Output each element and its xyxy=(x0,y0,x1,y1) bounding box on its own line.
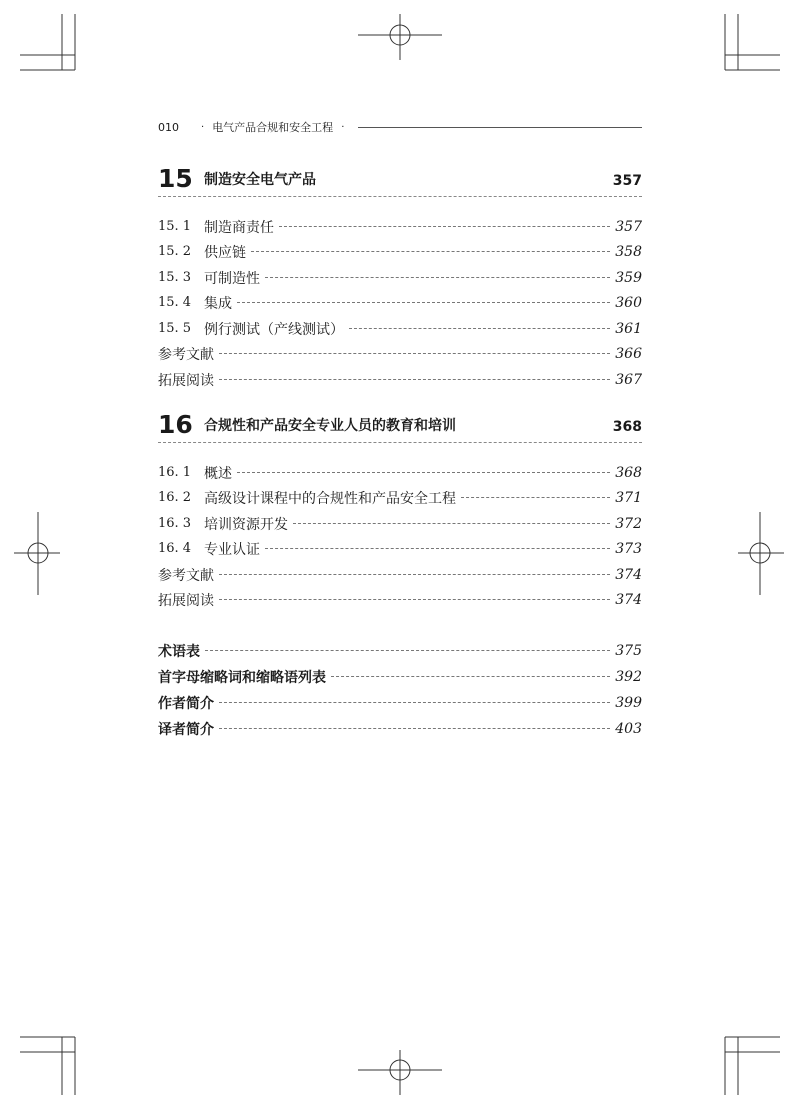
header-bullet: · xyxy=(201,121,205,133)
section-page: 374 xyxy=(615,566,642,583)
section-page: 367 xyxy=(615,371,642,388)
toc-entry[interactable] xyxy=(158,214,642,239)
chapter-number: 16 xyxy=(158,410,193,439)
section-number: 15. 3 xyxy=(158,270,192,285)
section-page: 358 xyxy=(615,243,642,260)
chapter-page: 357 xyxy=(612,173,642,189)
section-page: 368 xyxy=(615,464,642,481)
toc-entry[interactable] xyxy=(158,562,642,587)
section-number: 16. 3 xyxy=(158,516,192,531)
dot-leader xyxy=(219,379,610,380)
back-matter-title: 术语表 xyxy=(158,643,200,660)
toc-entry[interactable] xyxy=(158,290,642,315)
section-page: 372 xyxy=(615,515,642,532)
section-page: 371 xyxy=(615,489,642,506)
toc-entry[interactable] xyxy=(158,265,642,290)
section-number: 15. 2 xyxy=(158,244,192,259)
header-page-number: 010 xyxy=(158,120,179,134)
back-matter-page: 392 xyxy=(615,668,642,685)
registration-mark-top xyxy=(358,14,442,60)
back-matter-title: 译者简介 xyxy=(158,721,214,738)
dot-leader xyxy=(205,650,610,651)
header-book-title: 电气产品合规和安全工程 xyxy=(212,121,334,134)
dot-leader xyxy=(219,702,610,703)
toc-entry[interactable] xyxy=(158,460,642,485)
chapter-number: 15 xyxy=(158,164,193,193)
toc-entry[interactable] xyxy=(158,239,642,264)
toc-entry[interactable] xyxy=(158,485,642,510)
section-title: 专业认证 xyxy=(204,541,260,558)
back-matter-page: 375 xyxy=(615,642,642,659)
section-title: 供应链 xyxy=(204,244,246,261)
dot-leader xyxy=(219,574,610,575)
header-rule xyxy=(358,127,642,128)
chapter-heading[interactable] xyxy=(158,162,642,197)
registration-mark-bottom xyxy=(358,1050,442,1095)
toc-entry[interactable] xyxy=(158,367,642,392)
section-title: 高级设计课程中的合规性和产品安全工程 xyxy=(204,490,456,507)
dot-leader xyxy=(265,277,610,278)
section-page: 357 xyxy=(615,218,642,235)
section-number: 16. 2 xyxy=(158,490,192,505)
back-matter-page: 399 xyxy=(615,694,642,711)
section-title: 集成 xyxy=(204,295,232,312)
section-title: 参考文献 xyxy=(158,567,214,584)
registration-mark-right xyxy=(738,512,784,595)
back-matter-title: 首字母缩略词和缩略语列表 xyxy=(158,669,326,686)
chapter-heading[interactable] xyxy=(158,408,642,443)
section-title: 拓展阅读 xyxy=(158,372,214,389)
back-matter-entry[interactable] xyxy=(158,664,642,689)
section-page: 361 xyxy=(615,320,642,337)
dot-leader xyxy=(219,599,610,600)
section-number: 15. 4 xyxy=(158,295,192,310)
chapter-title: 制造安全电气产品 xyxy=(204,172,316,188)
section-number: 16. 4 xyxy=(158,541,192,556)
section-page: 360 xyxy=(615,294,642,311)
toc-entry[interactable] xyxy=(158,587,642,612)
back-matter-page: 403 xyxy=(615,720,642,737)
section-title: 参考文献 xyxy=(158,346,214,363)
registration-mark-left xyxy=(14,512,60,595)
section-title: 可制造性 xyxy=(204,270,260,287)
section-title: 制造商责任 xyxy=(204,219,274,236)
dot-leader xyxy=(349,328,610,329)
chapter-page: 368 xyxy=(612,419,642,435)
section-title: 概述 xyxy=(204,465,232,482)
dot-leader xyxy=(237,302,610,303)
dot-leader xyxy=(251,251,610,252)
section-title: 培训资源开发 xyxy=(204,516,288,533)
section-page: 366 xyxy=(615,345,642,362)
section-number: 15. 5 xyxy=(158,321,192,336)
header-bullet-2: · xyxy=(341,121,345,133)
section-page: 373 xyxy=(615,540,642,557)
dot-leader xyxy=(219,353,610,354)
toc-entry[interactable] xyxy=(158,316,642,341)
dot-leader xyxy=(331,676,610,677)
back-matter-entry[interactable] xyxy=(158,716,642,741)
dot-leader xyxy=(293,523,610,524)
toc-entry[interactable] xyxy=(158,341,642,366)
dot-leader xyxy=(219,728,610,729)
section-number: 15. 1 xyxy=(158,219,192,234)
toc-entry[interactable] xyxy=(158,511,642,536)
dot-leader xyxy=(461,497,610,498)
back-matter-title: 作者简介 xyxy=(158,695,214,712)
dot-leader xyxy=(237,472,610,473)
back-matter-entry[interactable] xyxy=(158,690,642,715)
section-number: 16. 1 xyxy=(158,465,192,480)
section-title: 例行测试（产线测试） xyxy=(204,321,344,338)
toc-entry[interactable] xyxy=(158,536,642,561)
section-page: 374 xyxy=(615,591,642,608)
chapter-title: 合规性和产品安全专业人员的教育和培训 xyxy=(204,418,456,434)
dot-leader xyxy=(279,226,610,227)
running-header xyxy=(158,119,642,135)
section-page: 359 xyxy=(615,269,642,286)
section-title: 拓展阅读 xyxy=(158,592,214,609)
dot-leader xyxy=(265,548,610,549)
back-matter-entry[interactable] xyxy=(158,638,642,663)
